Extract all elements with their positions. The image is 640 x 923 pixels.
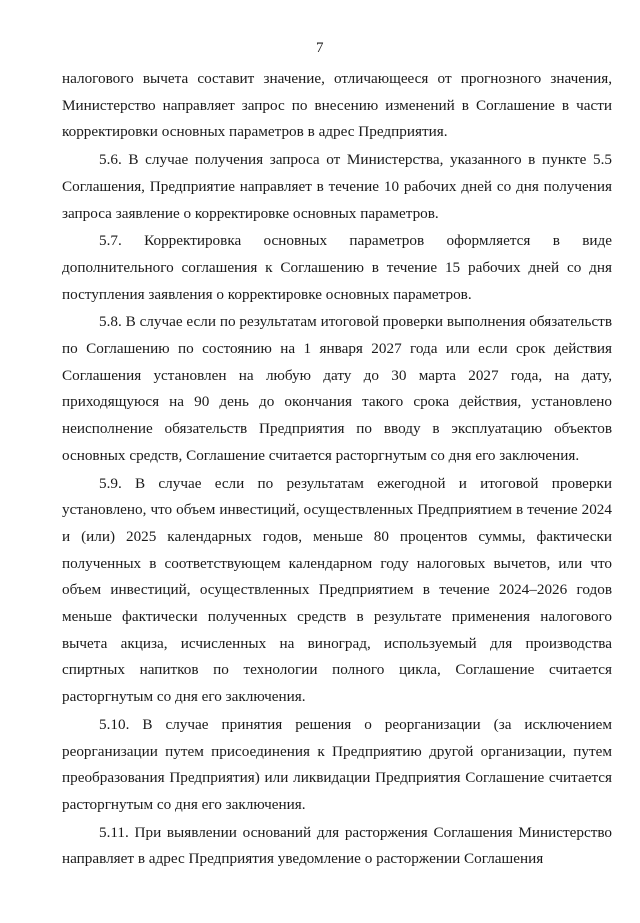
paragraph-5-7: 5.7. Корректировка основных параметров оформляется в виде дополнительного соглашения к Соглашению в течение 15 рабочих дней со дня поступления заявления о корректировке основных параметров. bbox=[62, 232, 612, 303]
paragraph-5-8: 5.8. В случае если по результатам итоговой проверки выполнения обязательств по Соглашению по состоянию на 1 января 2027 года или если срок действия Соглашения установлен на любую дату до 30 марта 2027 года, на дату, приходящуюся на 90 день до окончания такого срока действия, установлено неисполнение обязательств Предприятия по вводу в эксплуатацию объектов основных средств, Соглашение считается расторгнутым со дня его заключения. bbox=[62, 313, 612, 464]
paragraph-5-10: 5.10. В случае принятия решения о реорганизации (за исключением реорганизации путем присоединения к Предприятию другой организации, путем преобразования Предприятия) или ликвидации Предприятия Соглашение считается расторгнутым со дня его заключения. bbox=[62, 715, 612, 813]
paragraph-5-11: 5.11. При выявлении оснований для расторжения Соглашения Министерство направляет в адрес Предприятия уведомление о расторжении Соглашения bbox=[62, 823, 612, 868]
paragraph-5-6: 5.6. В случае получения запроса от Министерства, указанного в пункте 5.5 Соглашения, Предприятие направляет в течение 10 рабочих дней со дня получения запроса заявление о корректировке основных параметров. bbox=[62, 151, 612, 222]
paragraph-5-9: 5.9. В случае если по результатам ежегодной и итоговой проверки установлено, что объем инвестиций, осуществленных Предприятием в течение 2024 и (или) 2025 календарных годов, меньше 80 процентов суммы, фактически полученных в соответствующем календарном году налоговых вычетов, или что объем инвестиций, осуществленных Предприятием в течение 2024–2026 годов меньше фактически полученных средств в результате применения налогового вычета акциза, исчисленных на виноград, используемый для производства спиртных напитков по технологии полного цикла, Соглашение считается расторгнутым со дня его заключения. bbox=[62, 474, 612, 706]
paragraph-continuation: налогового вычета составит значение, отличающееся от прогнозного значения, Министерство направляет запрос по внесению изменений в Соглашение в части корректировки основных параметров в адрес Предприятия. bbox=[62, 70, 612, 141]
page-number: 7 bbox=[316, 40, 324, 56]
document-body bbox=[62, 66, 612, 873]
